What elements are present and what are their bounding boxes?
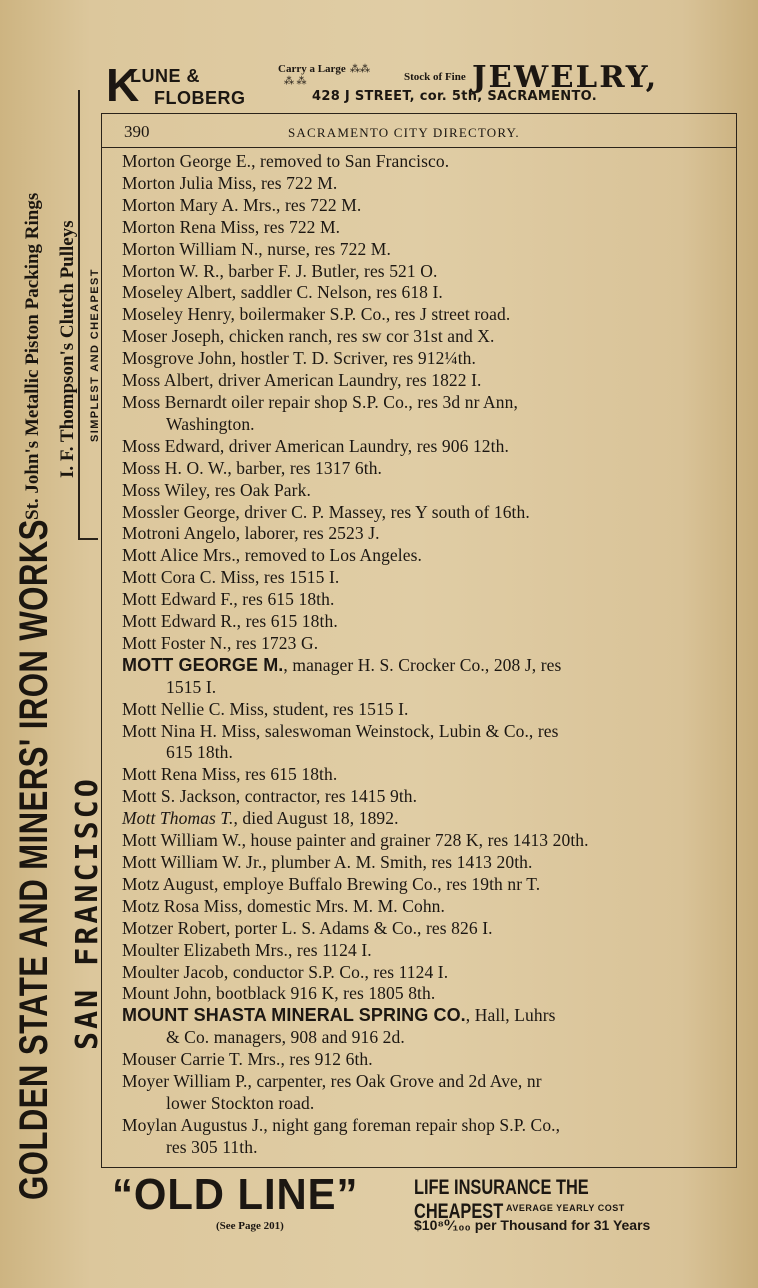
klune-initial: K [106, 59, 140, 111]
entry-text: Mott Foster N., res 1723 G. [122, 632, 319, 653]
entry-continuation: lower Stockton road. [166, 1092, 315, 1113]
directory-entries [122, 151, 722, 1159]
directory-entry [122, 458, 722, 480]
directory-entry [122, 173, 722, 195]
klune-text: LUNE & [130, 66, 200, 86]
directory-entry [122, 282, 722, 304]
directory-entry [122, 962, 722, 984]
jewelry-text: JEWELRY, [472, 60, 659, 95]
san-francisco-ad: SAN FRANCISCO [70, 776, 105, 1050]
entry-text: Moss Bernardt oiler repair shop S.P. Co., res 3d nr Ann, [122, 391, 518, 412]
directory-entry [122, 480, 722, 502]
entry-text: Moser Joseph, chicken ranch, res sw cor 31st and X. [122, 326, 495, 347]
entry-text: Motz Rosa Miss, domestic Mrs. M. M. Cohn. [122, 895, 446, 916]
entry-bold-name: MOTT GEORGE M. [122, 654, 284, 675]
entry-text: Mott William W. Jr., plumber A. M. Smith, res 1413 20th. [122, 852, 533, 872]
top-advertisement [106, 59, 736, 112]
entry-text: Motzer Robert, porter L. S. Adams & Co., res 826 I. [122, 917, 493, 938]
entry-text: Motroni Angelo, laborer, res 2523 J. [122, 523, 380, 544]
entry-text: Moss Albert, driver American Laundry, res 1822 I. [122, 370, 482, 391]
directory-entry [122, 983, 722, 1005]
entry-continuation: 1515 I. [166, 676, 217, 697]
directory-entry [122, 940, 722, 962]
old-line-title: “OLD LINE” [112, 1170, 359, 1219]
entry-continuation: res 305 11th. [166, 1136, 258, 1157]
directory-entry [122, 436, 722, 458]
entry-text: Moss Wiley, res Oak Park. [122, 479, 311, 500]
entry-text: Mossler George, driver C. P. Massey, res Y south of 16th. [122, 501, 530, 522]
directory-entry [122, 874, 722, 896]
entry-text: Moseley Henry, boilermaker S.P. Co., res J street road. [122, 304, 511, 325]
directory-entry [122, 348, 722, 370]
entry-text: Mount John, bootblack 916 K, res 1805 8th. [122, 983, 436, 1004]
directory-entry [122, 852, 722, 874]
entry-text: Morton Rena Miss, res 722 M. [122, 216, 341, 237]
thompson-ad: I. F. Thompson's Clutch Pulleys [57, 220, 78, 478]
directory-entry [122, 830, 722, 852]
entry-text: Mott Edward F., res 615 18th. [122, 589, 335, 610]
entry-text: Morton George E., removed to San Francisco. [122, 151, 450, 171]
entry-text: Moss H. O. W., barber, res 1317 6th. [122, 457, 383, 478]
average-cost-text: AVERAGE YEARLY COST [506, 1203, 625, 1213]
entry-text: Mott Nina H. Miss, saleswoman Weinstock, Lubin & Co., res [122, 720, 559, 741]
directory-entry [122, 721, 722, 765]
directory-entry [122, 611, 722, 633]
directory-entry [122, 304, 722, 326]
entry-italic-name: Mott Thomas T. [122, 808, 234, 829]
directory-entry [122, 1115, 722, 1159]
directory-entry [122, 326, 722, 348]
entry-text: Mott Alice Mrs., removed to Los Angeles. [122, 545, 423, 566]
directory-entry [122, 567, 722, 589]
header-rule [102, 147, 736, 148]
entry-text: Mott Rena Miss, res 615 18th. [122, 764, 338, 785]
entry-text: Moss Edward, driver American Laundry, res 906 12th. [122, 435, 509, 456]
life-insurance-text: LIFE INSURANCE THE CHEAPEST [414, 1176, 589, 1223]
ad-bracket-foot [80, 538, 98, 540]
st-john-ad: St. John's Metallic Piston Packing Rings [22, 192, 43, 520]
entry-text: Morton Julia Miss, res 722 M. [122, 172, 338, 193]
see-page-note: (See Page 201) [216, 1220, 284, 1232]
directory-entry [122, 918, 722, 940]
directory-frame [101, 113, 737, 1168]
directory-entry [122, 1071, 722, 1115]
directory-entry [122, 786, 722, 808]
simplest-cheapest-ad: SIMPLEST AND CHEAPEST [89, 268, 101, 442]
entry-text: Mouser Carrie T. Mrs., res 912 6th. [122, 1049, 373, 1070]
directory-entry [122, 261, 722, 283]
directory-entry [122, 655, 722, 699]
ad-bracket [78, 90, 80, 540]
entry-bold-name: MOUNT SHASTA MINERAL SPRING CO. [122, 1005, 466, 1026]
page-number: 390 [124, 122, 150, 141]
star-ornament-icon: ⁂⁂ [350, 64, 370, 75]
directory-entry [122, 523, 722, 545]
directory-entry [122, 808, 722, 830]
directory-entry [122, 1049, 722, 1071]
directory-entry [122, 239, 722, 261]
entry-text: , Hall, Luhrs [465, 1005, 556, 1026]
star-ornament-icon: ⁂ ⁂ [284, 76, 307, 87]
entry-text: Morton W. R., barber F. J. Butler, res 521 O. [122, 260, 438, 281]
entry-text: Moseley Albert, saddler C. Nelson, res 618 I. [122, 282, 443, 303]
directory-entry [122, 545, 722, 567]
entry-text: , died August 18, 1892. [233, 808, 399, 829]
directory-entry [122, 699, 722, 721]
entry-text: Mott William W., house painter and grainer 728 K, res 1413 20th. [122, 830, 589, 851]
directory-entry [122, 502, 722, 524]
golden-state-ad: GOLDEN STATE AND MINERS' IRON WORKS [12, 519, 56, 1200]
directory-entry [122, 1005, 722, 1049]
directory-entry [122, 633, 722, 655]
carry-text: Carry a Large [278, 63, 346, 75]
running-head: SACRAMENTO CITY DIRECTORY. [288, 125, 520, 140]
entry-text: Moylan Augustus J., night gang foreman repair shop S.P. Co., [122, 1114, 561, 1135]
entry-text: Mott S. Jackson, contractor, res 1415 9th. [122, 786, 418, 807]
directory-entry [122, 589, 722, 611]
directory-entry [122, 896, 722, 918]
entry-text: Mott Cora C. Miss, res 1515 I. [122, 567, 340, 588]
entry-text: Motz August, employe Buffalo Brewing Co., res 19th nr T. [122, 873, 541, 894]
entry-text: Moulter Jacob, conductor S.P. Co., res 1124 I. [122, 961, 449, 982]
directory-entry [122, 195, 722, 217]
directory-entry [122, 370, 722, 392]
entry-continuation: 615 18th. [166, 742, 234, 763]
bottom-advertisement [112, 1170, 732, 1240]
entry-text: Mott Nellie C. Miss, student, res 1515 I. [122, 698, 409, 719]
directory-entry [122, 151, 722, 173]
entry-continuation: & Co. managers, 908 and 916 2d. [166, 1027, 405, 1048]
entry-text: Morton Mary A. Mrs., res 722 M. [122, 194, 362, 215]
directory-entry [122, 217, 722, 239]
entry-text: Moyer William P., carpenter, res Oak Grove and 2d Ave, nr [122, 1071, 542, 1092]
floberg-text: FLOBERG [154, 88, 246, 108]
entry-text: , manager H. S. Crocker Co., 208 J, res [283, 654, 562, 675]
entry-text: Mott Edward R., res 615 18th. [122, 611, 338, 632]
entry-text: Morton William N., nurse, res 722 M. [122, 238, 391, 259]
entry-continuation: Washington. [166, 413, 255, 434]
store-address: 428 J STREET, cor. 5th, SACRAMENTO. [312, 89, 597, 104]
directory-entry [122, 392, 722, 436]
rate-text: $10⁸⁰⁄₁₀₀ per Thousand for 31 Years [414, 1217, 651, 1233]
entry-text: Mosgrove John, hostler T. D. Scriver, res 912¼th. [122, 348, 476, 369]
directory-entry [122, 764, 722, 786]
entry-text: Moulter Elizabeth Mrs., res 1124 I. [122, 939, 372, 960]
stock-text: Stock of Fine [404, 71, 466, 83]
